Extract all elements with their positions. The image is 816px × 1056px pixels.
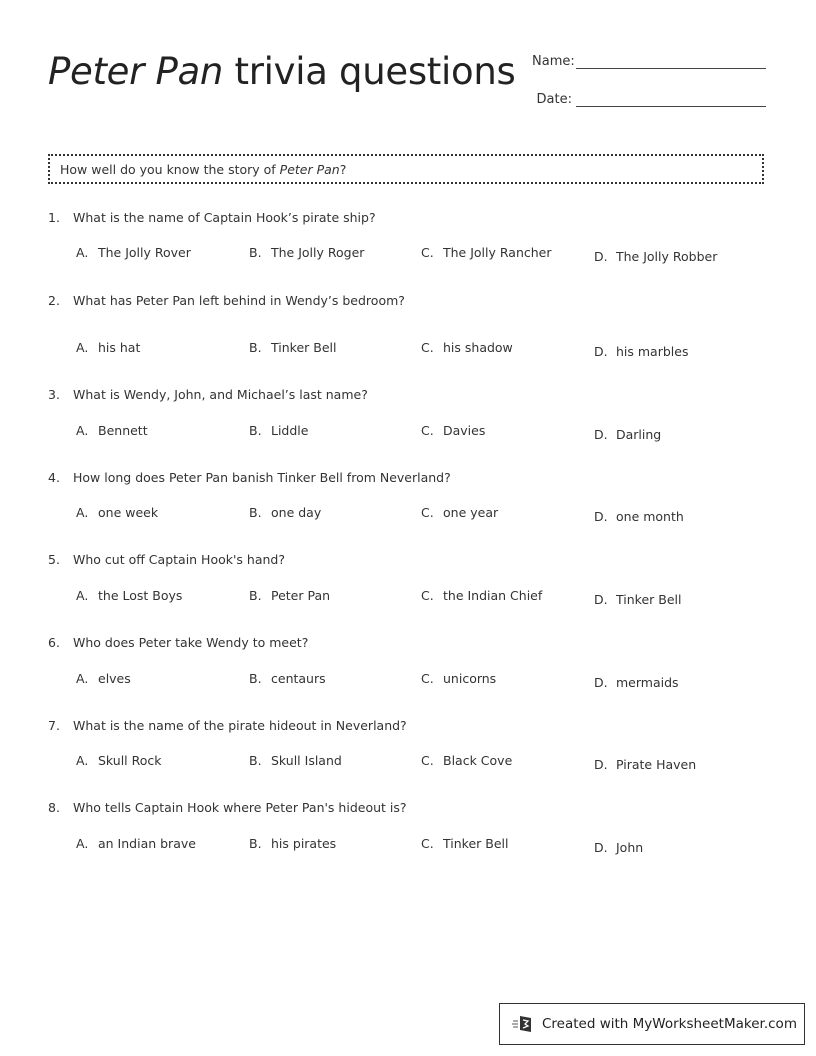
name-input-line[interactable]	[576, 52, 766, 69]
instructions-box	[48, 154, 764, 184]
answer-option-d[interactable]	[594, 344, 688, 359]
option-letter: A.	[76, 588, 89, 603]
question-text: What is Wendy, John, and Michael’s last name?	[73, 387, 368, 402]
answer-choices	[48, 423, 768, 447]
question-text: What is the name of Captain Hook’s pirate ship?	[73, 210, 376, 225]
option-letter: B.	[249, 671, 262, 686]
question-stem	[48, 635, 768, 650]
answer-option-a[interactable]	[76, 245, 191, 260]
option-letter: B.	[249, 245, 262, 260]
title-italic: Peter Pan	[48, 50, 224, 93]
answer-option-c[interactable]	[421, 423, 485, 438]
question-text: Who tells Captain Hook where Peter Pan's hideout is?	[73, 800, 407, 815]
question-stem	[48, 293, 768, 308]
option-letter: D.	[594, 840, 608, 855]
answer-option-d[interactable]	[594, 249, 717, 264]
option-text: one year	[443, 505, 499, 520]
option-letter: B.	[249, 588, 262, 603]
option-text: The Jolly Rancher	[443, 245, 552, 260]
option-letter: A.	[76, 836, 89, 851]
question-stem	[48, 718, 768, 733]
option-text: Bennett	[98, 423, 148, 438]
option-text: his marbles	[616, 344, 689, 359]
option-letter: A.	[76, 753, 89, 768]
option-text: Tinker Bell	[443, 836, 509, 851]
option-text: one day	[271, 505, 322, 520]
question-stem	[48, 387, 768, 402]
intro-text-italic: Peter Pan	[279, 161, 340, 177]
option-text: The Jolly Robber	[616, 249, 718, 264]
answer-option-d[interactable]	[594, 840, 643, 855]
answer-option-b[interactable]	[249, 423, 308, 438]
answer-option-b[interactable]	[249, 836, 336, 851]
page-title	[48, 50, 515, 93]
question-stem	[48, 210, 768, 225]
option-text: Tinker Bell	[616, 592, 682, 607]
option-letter: A.	[76, 505, 89, 520]
question-6	[48, 635, 768, 695]
title-rest: trivia questions	[223, 50, 516, 93]
option-text: Skull Rock	[98, 753, 162, 768]
option-letter: B.	[249, 340, 262, 355]
option-text: Pirate Haven	[616, 757, 697, 772]
answer-choices	[48, 505, 768, 529]
question-text: Who cut off Captain Hook's hand?	[73, 552, 285, 567]
footer-credit	[499, 1003, 805, 1045]
answer-choices	[48, 588, 768, 612]
option-text: Black Cove	[443, 753, 513, 768]
option-text: The Jolly Rover	[98, 245, 191, 260]
question-7	[48, 718, 768, 777]
option-letter: D.	[594, 592, 608, 607]
option-letter: B.	[249, 505, 262, 520]
question-text: Who does Peter take Wendy to meet?	[73, 635, 309, 650]
date-label: Date:	[536, 92, 572, 107]
answer-option-c[interactable]	[421, 753, 512, 768]
answer-option-c[interactable]	[421, 505, 498, 520]
name-label: Name:	[532, 54, 575, 69]
option-text: Liddle	[271, 423, 309, 438]
option-letter: B.	[249, 836, 262, 851]
answer-option-a[interactable]	[76, 671, 131, 686]
answer-option-d[interactable]	[594, 757, 696, 772]
option-text: his pirates	[271, 836, 337, 851]
option-letter: C.	[421, 423, 434, 438]
question-stem	[48, 470, 768, 485]
footer-text: Created with MyWorksheetMaker.com	[542, 1016, 797, 1032]
answer-option-a[interactable]	[76, 836, 196, 851]
option-letter: D.	[594, 344, 608, 359]
worksheet-maker-logo-icon	[512, 1014, 534, 1034]
question-number: 6.	[48, 635, 60, 650]
answer-option-a[interactable]	[76, 340, 140, 355]
answer-option-b[interactable]	[249, 671, 326, 686]
option-letter: A.	[76, 423, 89, 438]
question-text: What is the name of the pirate hideout in Neverland?	[73, 718, 407, 733]
answer-option-a[interactable]	[76, 753, 162, 768]
option-text: Tinker Bell	[271, 340, 337, 355]
answer-option-b[interactable]	[249, 340, 336, 355]
answer-option-b[interactable]	[249, 588, 330, 603]
answer-option-d[interactable]	[594, 675, 679, 690]
answer-option-a[interactable]	[76, 423, 148, 438]
option-letter: D.	[594, 509, 608, 524]
option-text: unicorns	[443, 671, 497, 686]
option-letter: D.	[594, 427, 608, 442]
option-letter: C.	[421, 753, 434, 768]
option-letter: A.	[76, 671, 89, 686]
answer-option-b[interactable]	[249, 505, 321, 520]
intro-text-before: How well do you know the story of	[60, 161, 276, 177]
answer-option-b[interactable]	[249, 753, 342, 768]
option-text: one month	[616, 509, 684, 524]
intro-text-after: ?	[339, 161, 347, 177]
question-number: 1.	[48, 210, 60, 225]
answer-option-d[interactable]	[594, 509, 684, 524]
question-stem	[48, 552, 768, 567]
option-text: his hat	[98, 340, 141, 355]
option-letter: D.	[594, 675, 608, 690]
date-field[interactable]	[532, 90, 766, 107]
option-letter: A.	[76, 340, 89, 355]
question-1	[48, 210, 768, 269]
option-text: elves	[98, 671, 131, 686]
question-text: What has Peter Pan left behind in Wendy’s bedroom?	[73, 293, 405, 308]
option-letter: D.	[594, 249, 608, 264]
question-5	[48, 552, 768, 612]
option-letter: C.	[421, 836, 434, 851]
option-text: the Indian Chief	[443, 588, 543, 603]
question-text: How long does Peter Pan banish Tinker Bell from Neverland?	[73, 470, 451, 485]
option-letter: C.	[421, 671, 434, 686]
name-field[interactable]	[532, 52, 766, 69]
answer-option-b[interactable]	[249, 245, 364, 260]
date-input-line[interactable]	[576, 90, 766, 107]
option-text: the Lost Boys	[98, 588, 183, 603]
answer-choices	[48, 753, 768, 777]
question-number: 7.	[48, 718, 60, 733]
question-number: 2.	[48, 293, 60, 308]
option-text: Skull Island	[271, 753, 342, 768]
option-letter: C.	[421, 245, 434, 260]
option-text: his shadow	[443, 340, 513, 355]
option-letter: C.	[421, 505, 434, 520]
option-text: Darling	[616, 427, 662, 442]
question-number: 5.	[48, 552, 60, 567]
option-letter: C.	[421, 588, 434, 603]
option-text: Davies	[443, 423, 486, 438]
question-stem	[48, 800, 768, 815]
answer-option-d[interactable]	[594, 427, 661, 442]
question-4	[48, 470, 768, 529]
question-number: 4.	[48, 470, 60, 485]
option-text: John	[616, 840, 644, 855]
answer-option-c[interactable]	[421, 340, 513, 355]
answer-option-c[interactable]	[421, 588, 542, 603]
answer-choices	[48, 836, 768, 860]
question-2	[48, 293, 768, 364]
answer-choices	[48, 340, 768, 364]
answer-option-c[interactable]	[421, 671, 496, 686]
answer-choices	[48, 245, 768, 269]
question-8	[48, 800, 768, 860]
question-number: 8.	[48, 800, 60, 815]
answer-option-c[interactable]	[421, 836, 508, 851]
option-text: an Indian brave	[98, 836, 196, 851]
question-number: 3.	[48, 387, 60, 402]
answer-option-d[interactable]	[594, 592, 681, 607]
question-3	[48, 387, 768, 447]
option-text: centaurs	[271, 671, 326, 686]
option-text: mermaids	[616, 675, 679, 690]
option-letter: C.	[421, 340, 434, 355]
option-letter: D.	[594, 757, 608, 772]
option-text: The Jolly Roger	[271, 245, 365, 260]
answer-choices	[48, 671, 768, 695]
option-letter: A.	[76, 245, 89, 260]
option-text: one week	[98, 505, 159, 520]
option-letter: B.	[249, 423, 262, 438]
option-text: Peter Pan	[271, 588, 331, 603]
answer-option-a[interactable]	[76, 505, 158, 520]
answer-option-a[interactable]	[76, 588, 182, 603]
option-letter: B.	[249, 753, 262, 768]
answer-option-c[interactable]	[421, 245, 552, 260]
